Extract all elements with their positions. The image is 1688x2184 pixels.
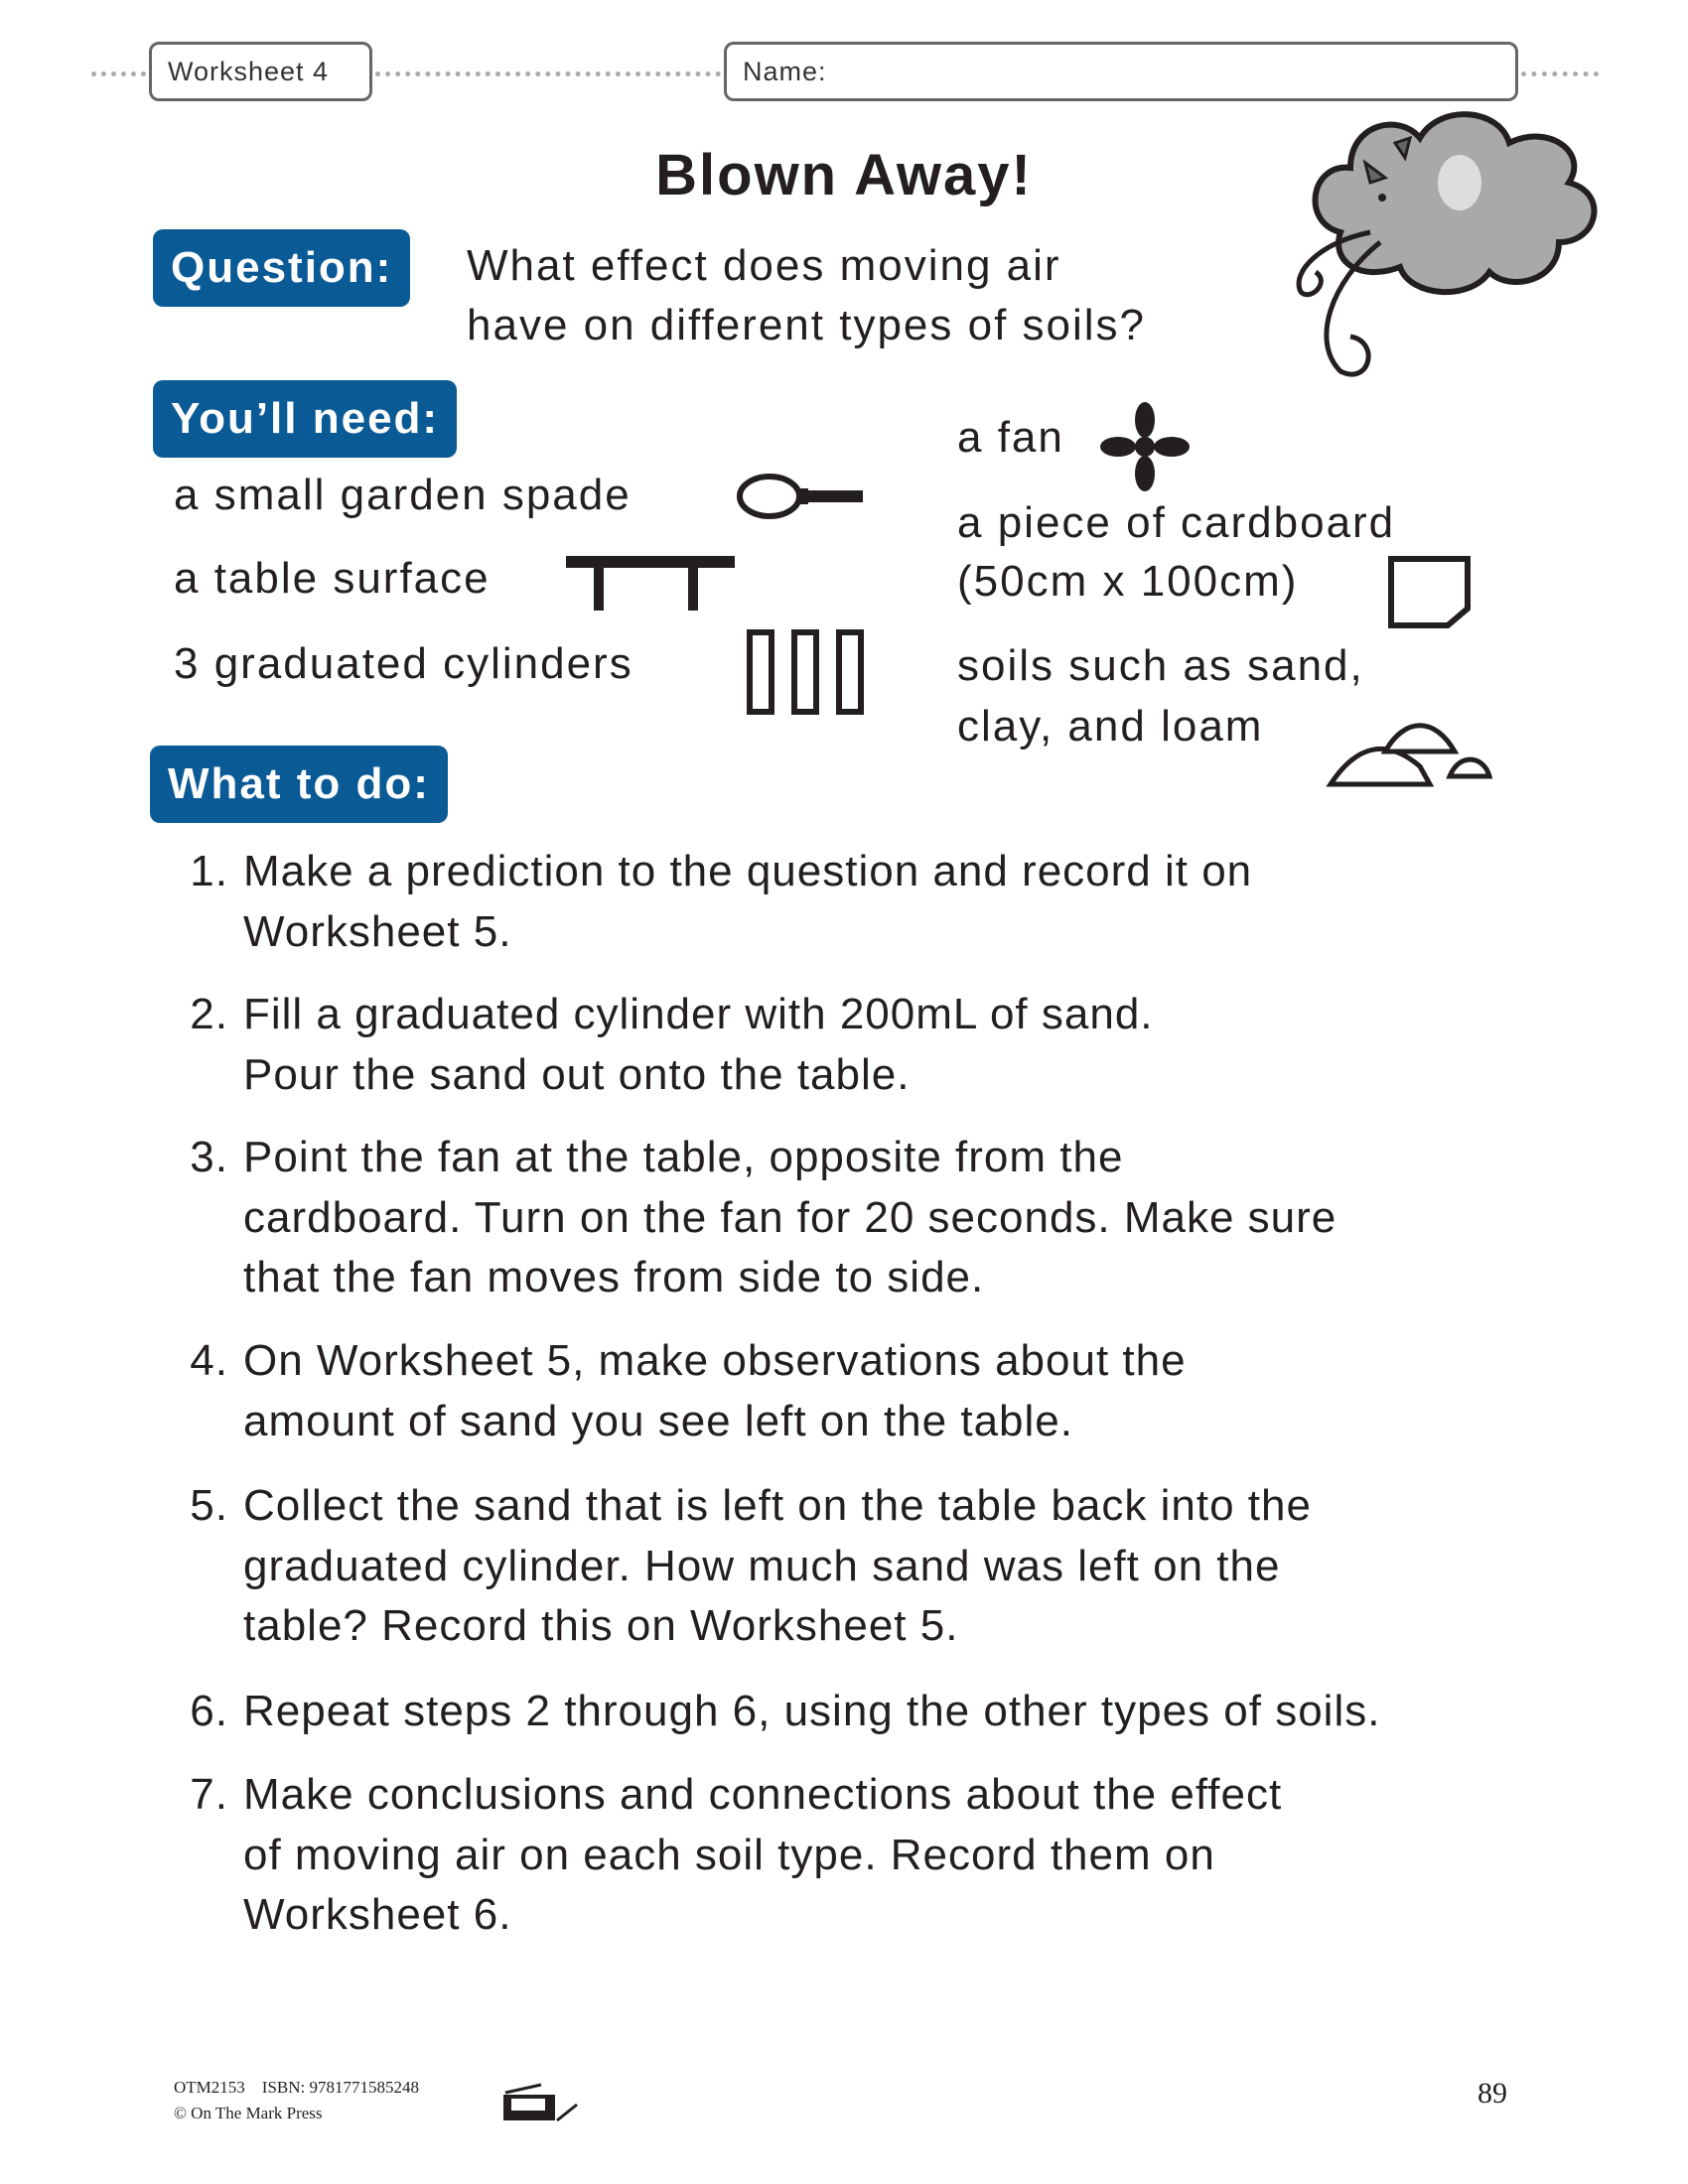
step-line: cardboard. Turn on the fan for 20 seconds. Make sure	[243, 1192, 1337, 1242]
worksheet-label: Worksheet 4	[149, 42, 372, 101]
step-line: table? Record this on Worksheet 5.	[243, 1601, 959, 1650]
step-line: On Worksheet 5, make observations about the	[243, 1336, 1187, 1385]
step-text	[243, 1765, 1282, 1946]
divider	[375, 71, 721, 76]
step-line: Point the fan at the table, opposite from the	[243, 1133, 1124, 1181]
step-number: 2.	[190, 990, 228, 1038]
step-number: 5.	[190, 1481, 228, 1530]
step-number: 3.	[190, 1133, 228, 1181]
garden-spade-icon	[735, 469, 869, 523]
step-line: Collect the sand that is left on the table back into the	[243, 1481, 1312, 1530]
step-line: that the fan moves from side to side.	[243, 1253, 985, 1301]
material-table: a table surface	[174, 554, 491, 603]
product-code: OTM2153	[174, 2078, 245, 2097]
material-fan: a fan	[957, 413, 1064, 462]
step-line: Repeat steps 2 through 6, using the other types of soils.	[243, 1687, 1381, 1735]
step-line: amount of sand you see left on the table.	[243, 1396, 1073, 1445]
step-text	[243, 1682, 1380, 1742]
what-to-do-badge: What to do:	[150, 746, 448, 823]
divider	[91, 71, 146, 76]
material-spade: a small garden spade	[174, 471, 632, 519]
graduated-cylinders-icon	[745, 627, 869, 717]
step-text	[243, 1331, 1187, 1451]
step-text	[243, 842, 1252, 962]
name-field[interactable]: Name:	[724, 42, 1518, 101]
step-line: Fill a graduated cylinder with 200mL of sand.	[243, 990, 1154, 1038]
page-title: Blown Away!	[655, 143, 1033, 207]
copyright: © On The Mark Press	[174, 2104, 323, 2122]
step-number: 1.	[190, 847, 228, 895]
soil-piles-icon	[1326, 707, 1494, 791]
isbn: ISBN: 9781771585248	[261, 2078, 419, 2097]
question-badge: Question:	[153, 229, 410, 307]
step-text	[243, 985, 1154, 1105]
material-cylinders: 3 graduated cylinders	[174, 639, 633, 688]
step-number: 4.	[190, 1336, 228, 1385]
wind-cloud-icon	[1271, 83, 1628, 391]
material-cardboard: a piece of cardboard	[957, 498, 1396, 547]
material-soils: soils such as sand,	[957, 641, 1364, 690]
divider	[1521, 71, 1599, 76]
step-text	[243, 1128, 1336, 1308]
material-soils: clay, and loam	[957, 702, 1264, 751]
step-line: Make conclusions and connections about the effect	[243, 1770, 1283, 1819]
cardboard-icon	[1386, 554, 1474, 629]
step-line: graduated cylinder. How much sand was left on the	[243, 1541, 1281, 1590]
step-line: Make a prediction to the question and record it on	[243, 847, 1253, 895]
question-line: What effect does moving air	[467, 241, 1061, 290]
footer-code-isbn	[174, 2078, 419, 2098]
step-number: 7.	[190, 1770, 228, 1819]
step-number: 6.	[190, 1687, 228, 1735]
step-line: Worksheet 6.	[243, 1890, 512, 1939]
table-icon	[564, 551, 738, 613]
step-text	[243, 1476, 1312, 1657]
fan-icon	[1100, 402, 1190, 491]
copier-icon	[501, 2083, 581, 2122]
question-line: have on different types of soils?	[467, 301, 1147, 349]
step-line: of moving air on each soil type. Record them on	[243, 1830, 1215, 1879]
youll-need-badge: You’ll need:	[153, 380, 457, 458]
page-number: 89	[1477, 2077, 1507, 2110]
material-cardboard-size: (50cm x 100cm)	[957, 557, 1299, 606]
step-line: Worksheet 5.	[243, 906, 512, 956]
step-line: Pour the sand out onto the table.	[243, 1049, 911, 1099]
